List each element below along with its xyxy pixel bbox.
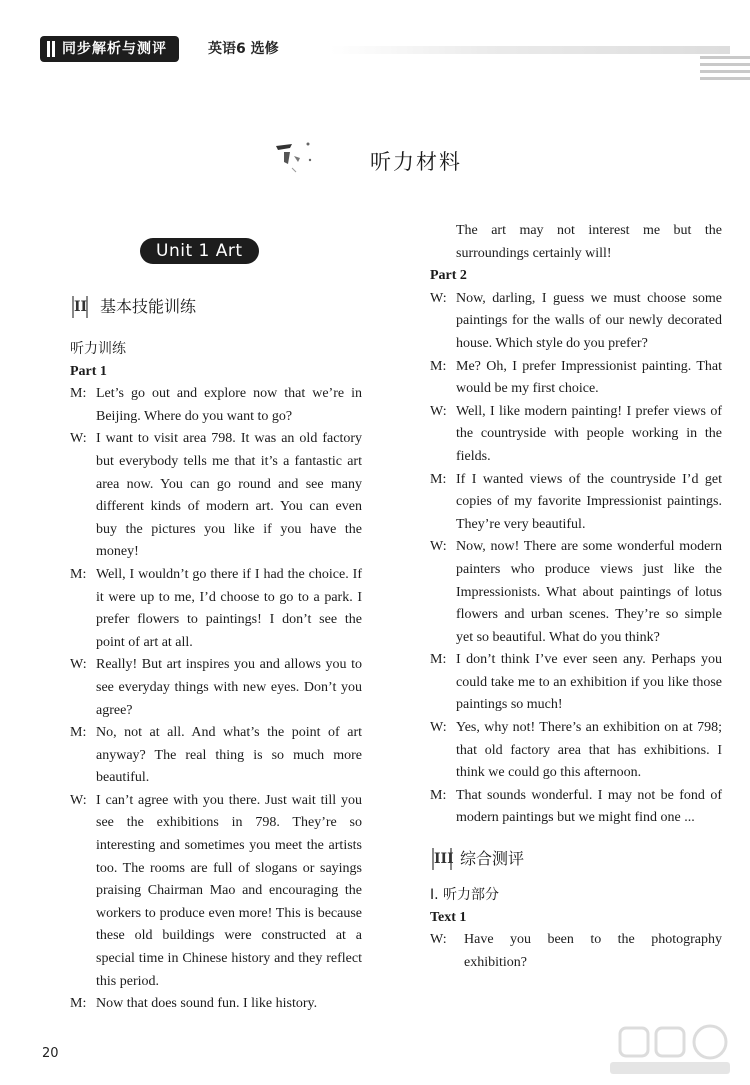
speaker-label: M: [70, 386, 87, 402]
right-column [430, 220, 722, 974]
dialogue-line [70, 993, 362, 1016]
dialogue-line [430, 401, 722, 469]
header-corner-decoration [700, 56, 750, 100]
dialogue-text: Really! But art inspires you and allows you to see everyday things with new eyes. Don’t you agree? [96, 657, 362, 718]
speaker-label: M: [70, 725, 87, 741]
page-number: 20 [42, 1046, 59, 1061]
page-title: 听力材料 [370, 150, 462, 174]
dialogue-text: Me? Oh, I prefer Impressionist painting. That would be my first choice. [456, 358, 722, 397]
dialogue-line [430, 536, 722, 649]
dialogue-line [70, 428, 362, 564]
part-label: Part 2 [430, 268, 467, 284]
speaker-label: M: [430, 471, 447, 487]
dialogue-text: That sounds wonderful. I may not be fond of modern paintings but we might find one ... [456, 787, 722, 826]
book-subject: 英语6 选修 [208, 41, 279, 57]
speaker-label: W: [430, 403, 447, 419]
speaker-label: W: [70, 792, 87, 808]
speaker-label: W: [430, 290, 447, 306]
dialogue-text: Now, darling, I guess we must choose some paintings for the walls of our newly decorated house. Which style do you prefer? [456, 290, 722, 351]
speaker-label: W: [430, 720, 447, 736]
dialogue-text: Yes, why not! There’s an exhibition on at 798; that old factory area that has exhibitions. I think we could go this afternoon. [456, 720, 722, 781]
dialogue-line [430, 649, 722, 717]
speaker-label: M: [430, 652, 447, 668]
running-header [40, 36, 730, 64]
dialogue-line [430, 356, 722, 401]
roman-numeral-marker: III [432, 848, 452, 870]
section-heading-basic-skills [70, 294, 362, 324]
roman-numeral-marker: II [72, 296, 88, 318]
speaker-label: M: [430, 358, 447, 374]
site-watermark-logo [600, 1020, 740, 1080]
section-title: 基本技能训练 [100, 297, 197, 316]
dialogue-line [430, 785, 722, 830]
dialogue-text: Well, I like modern painting! I prefer views of the countryside with people working in the fields. [456, 403, 722, 464]
dialogue-text: No, not at all. And what’s the point of art anyway? The real thing is so much more beautiful. [96, 725, 362, 786]
section-heading-comprehensive-test [430, 846, 722, 876]
dialogue-line [430, 717, 722, 785]
dialogue-text: Well, I wouldn’t go there if I had the choice. If it were up to me, I’d choose to go to a park. I prefer flowers to paintings! I don’t see the point of art at all. [96, 566, 362, 650]
dialogue-line [70, 564, 362, 654]
dialogue-continuation: The art may not interest me but the surroundings certainly will! [456, 223, 722, 261]
part-label: Part 1 [70, 363, 107, 379]
section-title: 综合测评 [460, 849, 525, 869]
dialogue-line [70, 790, 362, 993]
dialogue-line [70, 722, 362, 790]
subsection-heading: 听力训练 [70, 341, 126, 357]
speaker-label: W: [430, 932, 447, 948]
dialogue-line [430, 469, 722, 537]
dialogue-line [70, 383, 362, 428]
unit-badge: Unit 1 Art [140, 238, 259, 264]
dialogue-line [70, 654, 362, 722]
ink-brush-icon [270, 138, 330, 178]
dialogue-line [430, 929, 722, 974]
page-title-block [270, 136, 510, 186]
text-label: Text 1 [430, 909, 467, 925]
dialogue-text: Now, now! There are some wonderful modern painters who produce views just like the Impressionists. What about paintings of lotus flowers and urban scenes. They’re so simple yet so beautiful. What do you think? [456, 539, 722, 645]
book-series-badge: 同步解析与测评 [40, 36, 179, 62]
speaker-label: M: [70, 996, 87, 1012]
header-decoration-bar [330, 46, 730, 54]
speaker-label: W: [430, 539, 447, 555]
left-column [70, 238, 362, 1016]
dialogue-text: I can’t agree with you there. Just wait till you see the exhibitions in 798. They’re so interesting and sometimes you meet the artists too. The rooms are full of slogans or sayings praising Chairman Mao and encouraging the workers to produce even more! This is because these old buildings were constructed at a special time in Chinese history and they reflect this period. [96, 792, 362, 989]
subsection-heading: Ⅰ. 听力部分 [430, 887, 500, 904]
dialogue-line [430, 288, 722, 356]
dialogue-text: I don’t think I’ve ever seen any. Perhaps you could take me to an exhibition if you like those paintings so much! [456, 652, 722, 713]
speaker-label: W: [70, 431, 87, 447]
dialogue-text: Have you been to the photography exhibition? [464, 932, 722, 970]
dialogue-text: I want to visit area 798. It was an old factory but everybody tells me that it’s a fantastic art area now. You can go round and see many different kinds of modern art. You can even buy the pictures you like if you have the money! [96, 431, 362, 560]
dialogue-text: Now that does sound fun. I like history. [96, 996, 318, 1012]
speaker-label: M: [430, 787, 447, 803]
dialogue-text: Let’s go out and explore now that we’re in Beijing. Where do you want to go? [96, 386, 362, 424]
speaker-label: M: [70, 566, 87, 582]
speaker-label: W: [70, 657, 87, 673]
dialogue-text: If I wanted views of the countryside I’d get copies of my favorite Impressionist paintings. They’re very beautiful. [456, 471, 722, 532]
